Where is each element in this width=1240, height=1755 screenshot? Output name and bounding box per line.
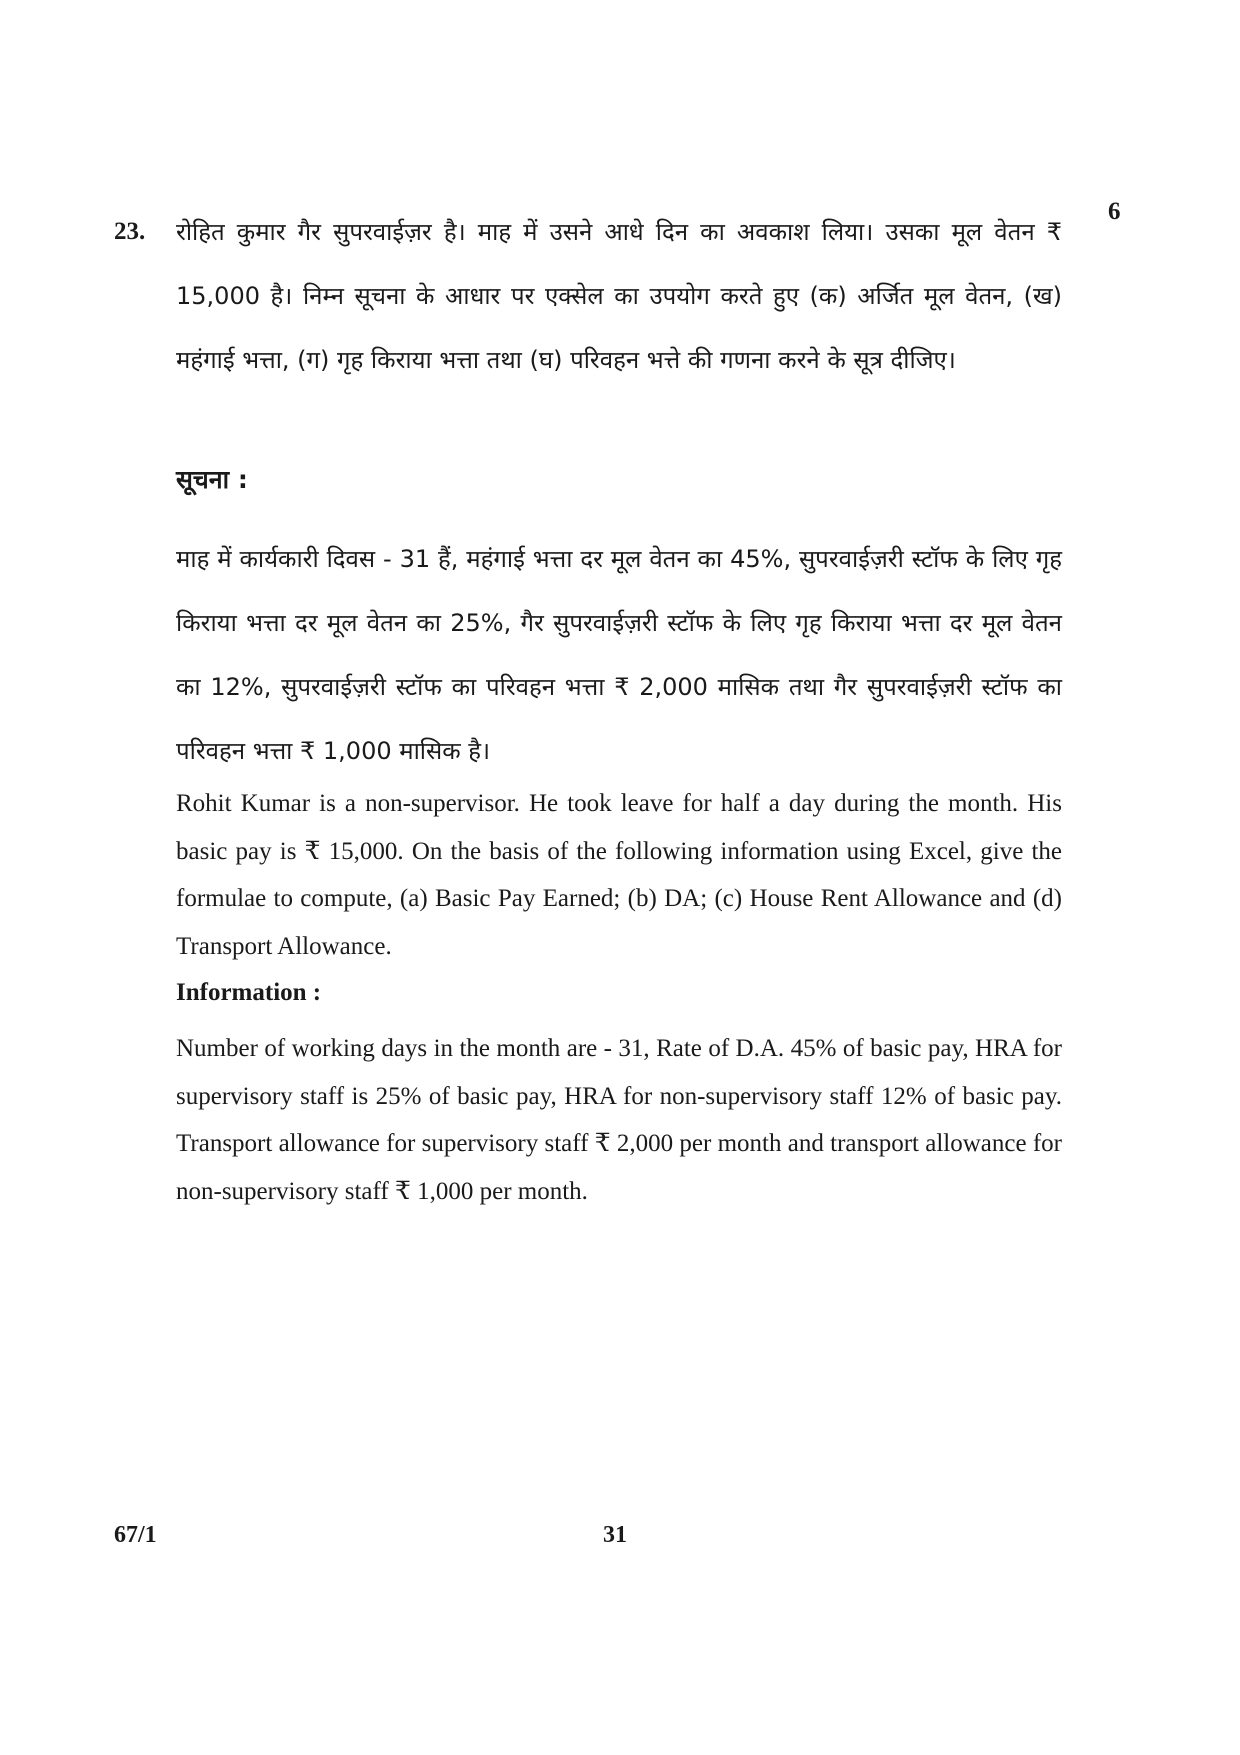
hindi-information-text: माह में कार्यकारी दिवस - 31 हैं, महंगाई भत्ता दर मूल वेतन का 45%, सुपरवाईज़री स्टॉफ के लिए गृह किराया भत्ता दर मूल वेतन का 25%, गैर सुपरवाईज़री स्टॉफ के लिए गृह किराया भत्ता दर मूल वेतन का 12%, सुपरवाईज़री स्टॉफ का परिवहन भत्ता ₹ 2,000 मासिक तथा गैर सुपरवाईज़री स्टॉफ का परिवहन भत्ता ₹ 1,000 मासिक है। <box>176 545 1062 765</box>
question-number: 23. <box>114 218 146 245</box>
english-information-heading: Information : <box>176 979 322 1006</box>
paper-code: 67/1 <box>114 1522 157 1548</box>
question-marks: 6 <box>1108 198 1121 225</box>
hindi-question-text: रोहित कुमार गैर सुपरवाईज़र है। माह में उसने आधे दिन का अवकाश लिया। उसका मूल वेतन ₹ 15,000 है। निम्न सूचना के आधार पर एक्सेल का उपयोग करते हुए (क) अर्जित मूल वेतन, (ख) महंगाई भत्ता, (ग) गृह किराया भत्ता तथा (घ) परिवहन भत्ते की गणना करने के सूत्र दीजिए। <box>176 218 1062 374</box>
hindi-information-heading: सूचना : <box>176 465 248 494</box>
english-information-text: Number of working days in the month are - 31, Rate of D.A. 45% of basic pay, HRA for supervisory staff is 25% of basic pay, HRA for non-supervisory staff 12% of basic pay. Transport allowance for supervisory staff ₹ 2,000 per month and transport allowance for non-supervisory staff ₹ 1,000 per month. <box>176 1035 1062 1205</box>
english-question-text: Rohit Kumar is a non-supervisor. He took leave for half a day during the month. His basic pay is ₹ 15,000. On the basis of the following information using Excel, give the formulae to compute, (a) Basic Pay Earned; (b) DA; (c) House Rent Allowance and (d) Transport Allowance. <box>176 790 1062 960</box>
page-number: 31 <box>603 1522 627 1548</box>
